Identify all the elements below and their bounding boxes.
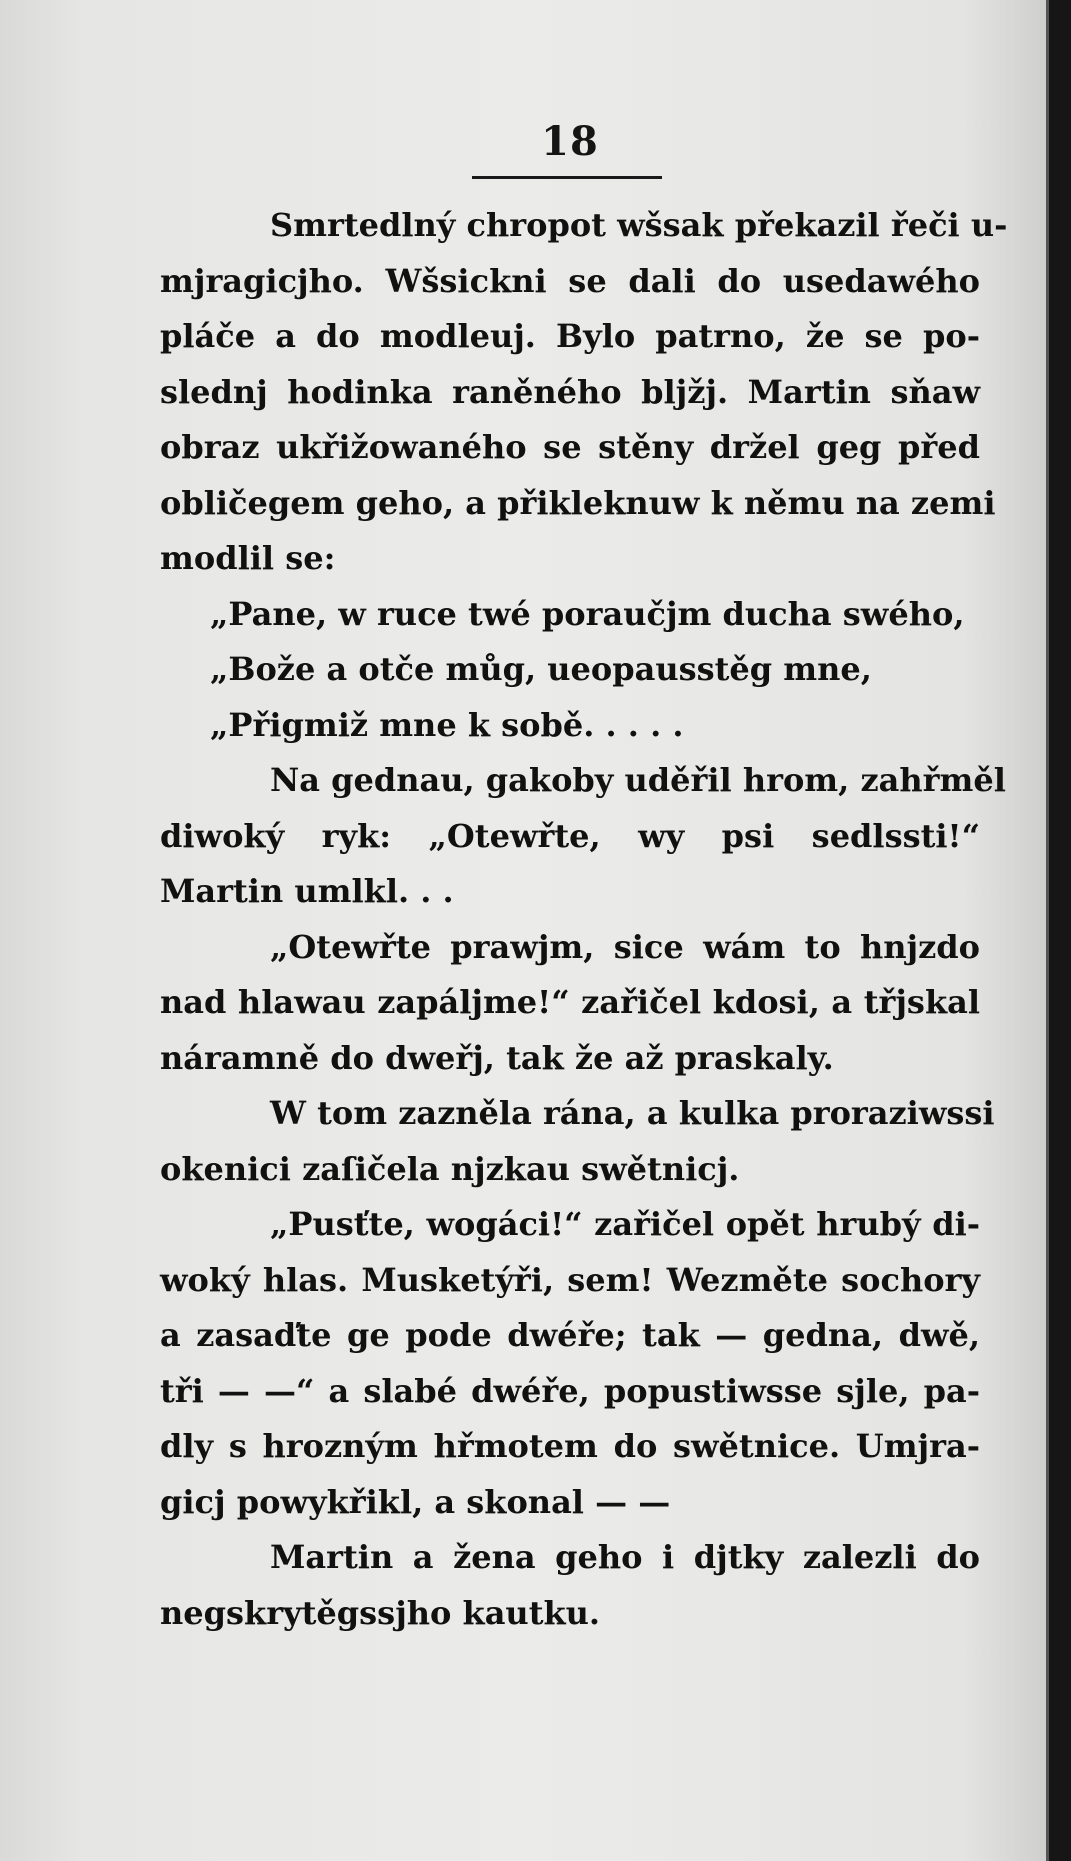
text-line: negskrytěgssjho kautku. xyxy=(160,1593,601,1632)
text-line: obraz ukřižowaného se stěny držel geg před xyxy=(160,428,980,466)
text-line: Smrtedlný chropot wšsak překazil řeči u- xyxy=(270,206,1008,244)
text-line: modlil se: xyxy=(160,539,336,577)
text-line: náramně do dweřј, tak že až praskaly. xyxy=(160,1038,834,1077)
page-number: 18 xyxy=(541,118,599,165)
prayer-line: „Přigmiž mne k sobě. . . . . xyxy=(210,705,684,744)
text-line: gicj powykřikl, a skonal — — xyxy=(160,1482,671,1521)
text-line: W tom zazněla rána, a kulka prorazіwssi xyxy=(270,1094,995,1132)
text-line: Martin a žena geho i djtky zalezli do xyxy=(270,1538,980,1576)
text-line: „Otewřte prawjm, sice wám to hnjzdo xyxy=(270,927,980,966)
text-line: woký hlas. Musketýři, sem! Wezměte sochory xyxy=(160,1260,980,1299)
text-line: Martin umlkl. . . xyxy=(160,872,454,910)
text-line: dly s hrozným hřmotem do swětnice. Umjra- xyxy=(160,1427,980,1465)
text-line: slednj hodinka raněného blјžј. Martin sňaw xyxy=(160,372,980,411)
text-line: diwoký ryk: „Otewřte, wy psi sedlssti!“ xyxy=(160,816,980,855)
prayer-line: „Bože a otče můg, ueopausstěg mne, xyxy=(210,650,872,688)
text-line: okenici zaſičela njzkau swětnicj. xyxy=(160,1149,740,1188)
body-text xyxy=(160,198,1008,1641)
text-line: mjragicjho. Wšsickni se dali do usedawého xyxy=(160,261,980,300)
text-line: nad hlawau zapálјme!“ zařičel kdosi, a třјskal xyxy=(160,983,980,1021)
text-line: tři — —“ a slabé dwéře, popustiwsse sjle, pa- xyxy=(160,1371,980,1410)
header-rule xyxy=(472,176,662,179)
text-line: „Pusťte, wogáci!“ zařičel opět hrubý di- xyxy=(270,1205,980,1243)
prayer-line: „Pane, w ruce twé poraučјm ducha swého, xyxy=(210,594,965,633)
text-line: a zasaďte ge pode dwéře; tak — gedna, dwě, xyxy=(160,1316,980,1354)
text-line: pláče a do modleuj. Bylo patrno, že se po- xyxy=(160,317,980,355)
text-line: Na gednau, gakoby uděřil hrom, zahřměl xyxy=(270,761,1006,799)
text-line: obličegem geho, a přikleknuw k němu na zemi xyxy=(160,483,996,522)
scan-edge-shadow xyxy=(1046,0,1071,1861)
